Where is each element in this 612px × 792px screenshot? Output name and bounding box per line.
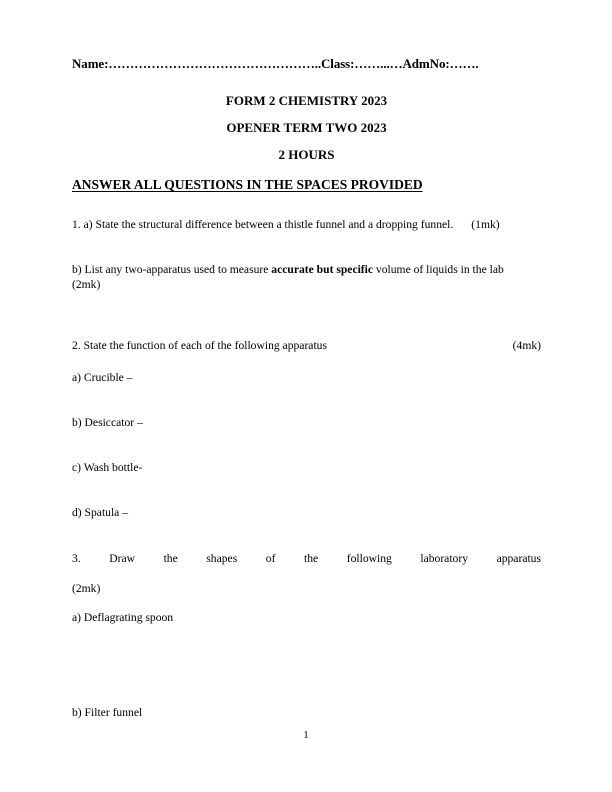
exam-instruction: ANSWER ALL QUESTIONS IN THE SPACES PROVIDED [72,177,423,192]
exam-title-line-1: FORM 2 CHEMISTRY 2023 [225,93,388,108]
question-3-marks: (2mk) [72,582,101,595]
question-1b-text-after: volume of liquids in the lab [373,263,504,276]
question-2b: b) Desiccator – [72,416,143,429]
question-2 [72,338,541,353]
exam-duration: 2 HOURS [278,147,335,162]
question-1a-text: 1. a) State the structural difference between a thistle funnel and a dropping funnel. [72,218,454,231]
question-1b [72,262,541,292]
student-details-line: Name:…………………………………………..Class:……...…AdmNo:……. [72,56,479,71]
question-1b-bold-emphasis: accurate but specific [271,263,374,276]
question-1b-text-before: b) List any two-apparatus used to measure [72,263,272,276]
page-content [72,56,541,720]
question-1a [72,217,541,232]
question-2-text: 2. State the function of each of the following apparatus [72,339,327,352]
exam-title-line-2: OPENER TERM TWO 2023 [226,120,387,135]
instruction-wrapper [72,163,541,194]
question-2c: c) Wash bottle- [72,461,143,474]
question-3 [72,551,541,596]
question-2d: d) Spatula – [72,506,129,519]
page-number: 1 [303,729,309,741]
question-3-text: 3. Draw the shapes of the following laboratory apparatus [72,552,541,565]
question-3a: a) Deflagrating spoon [72,611,174,624]
question-1a-marks: (1mk) [471,218,500,231]
question-1b-marks: (2mk) [72,278,101,291]
question-2a: a) Crucible – [72,371,133,384]
question-2-marks: (4mk) [512,339,541,352]
question-3b: b) Filter funnel [72,706,143,719]
